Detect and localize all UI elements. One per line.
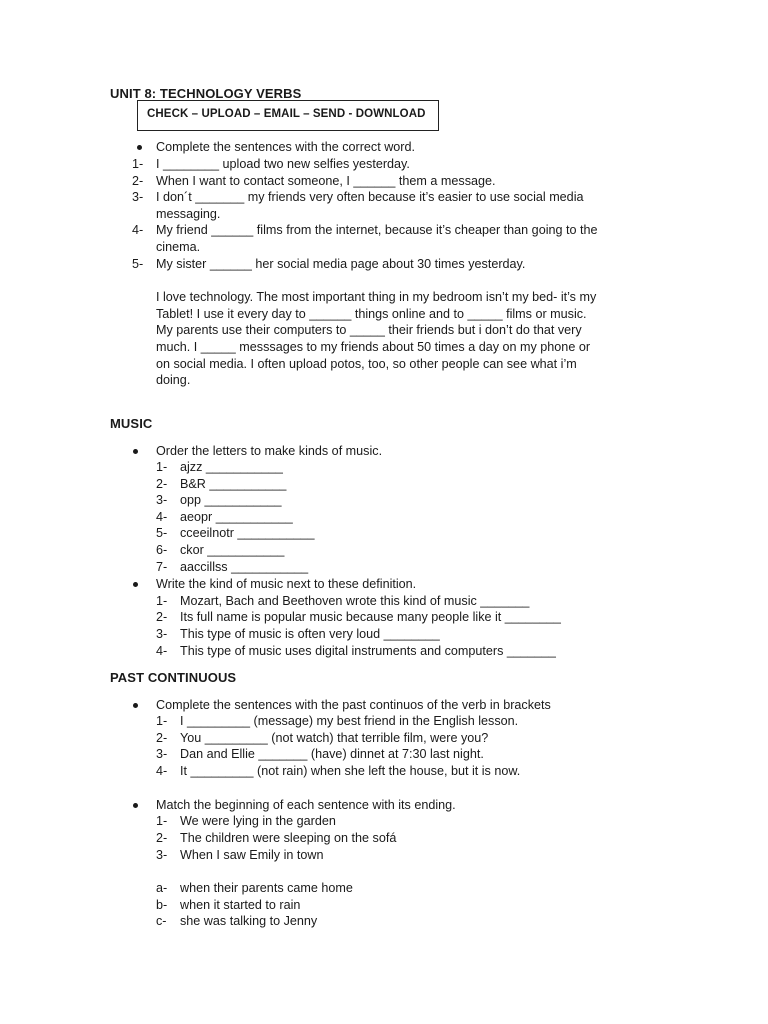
item-number: 1- bbox=[156, 714, 168, 728]
unit8-instruction: Complete the sentences with the correct word. bbox=[156, 140, 415, 154]
item-number: 2- bbox=[156, 610, 168, 624]
sentence-line: It _________ (not rain) when she left the house, but it is now. bbox=[180, 764, 521, 778]
bullet bbox=[133, 703, 138, 708]
paragraph-line: on social media. I often upload potos, too, so other people can see what i’m bbox=[156, 357, 577, 371]
item-number: 4- bbox=[156, 510, 168, 524]
paragraph-line: Tablet! I use it every day to ______ things online and to _____ films or music. bbox=[156, 307, 587, 321]
item-number: 1- bbox=[156, 460, 168, 474]
scrambled-word: aeopr ___________ bbox=[180, 510, 293, 524]
sentence-line: I _________ (message) my best friend in the English lesson. bbox=[180, 714, 519, 728]
item-number: 3- bbox=[156, 493, 168, 507]
sentence-line: Dan and Ellie _______ (have) dinnet at 7:30 last night. bbox=[180, 747, 484, 761]
definition-line: This type of music uses digital instruments and computers _______ bbox=[180, 644, 556, 658]
music-heading: MUSIC bbox=[110, 416, 153, 431]
item-number: 3- bbox=[132, 190, 144, 204]
sentence-line: I ________ upload two new selfies yesterday. bbox=[156, 157, 410, 171]
scrambled-word: opp ___________ bbox=[180, 493, 282, 507]
scrambled-word: ckor ___________ bbox=[180, 543, 285, 557]
word-box bbox=[137, 100, 439, 131]
item-number: 3- bbox=[156, 747, 168, 761]
item-number: 2- bbox=[156, 831, 168, 845]
bullet bbox=[137, 145, 142, 150]
music-instruction-2: Write the kind of music next to these definition. bbox=[156, 577, 417, 591]
item-number: 2- bbox=[156, 477, 168, 491]
scrambled-word: B&R ___________ bbox=[180, 477, 287, 491]
sentence-line: My sister ______ her social media page about 30 times yesterday. bbox=[156, 257, 526, 271]
definition-line: This type of music is often very loud ________ bbox=[180, 627, 440, 641]
past-continuous-heading: PAST CONTINUOUS bbox=[110, 670, 237, 685]
sentence-beginning: When I saw Emily in town bbox=[180, 848, 324, 862]
sentence-ending: she was talking to Jenny bbox=[180, 914, 318, 928]
bullet bbox=[133, 582, 138, 587]
paragraph-line: much. I _____ messsages to my friends about 50 times a day on my phone or bbox=[156, 340, 591, 354]
sentence-line: When I want to contact someone, I ______ them a message. bbox=[156, 174, 496, 188]
sentence-line: cinema. bbox=[156, 240, 201, 254]
word-box-text: CHECK – UPLOAD – EMAIL – SEND - DOWNLOAD bbox=[147, 108, 426, 120]
item-number: 5- bbox=[156, 526, 168, 540]
definition-line: Mozart, Bach and Beethoven wrote this kind of music _______ bbox=[180, 594, 530, 608]
sentence-ending: when it started to rain bbox=[180, 898, 301, 912]
definition-line: Its full name is popular music because many people like it ________ bbox=[180, 610, 561, 624]
item-number: 1- bbox=[156, 594, 168, 608]
sentence-line: I don´t _______ my friends very often because it’s easier to use social media bbox=[156, 190, 584, 204]
item-letter: b- bbox=[156, 898, 168, 912]
item-letter: c- bbox=[156, 914, 167, 928]
past-continuous-instruction-1: Complete the sentences with the past continuos of the verb in brackets bbox=[156, 698, 551, 712]
item-number: 1- bbox=[156, 814, 168, 828]
unit8-heading: UNIT 8: TECHNOLOGY VERBS bbox=[110, 86, 302, 101]
item-number: 2- bbox=[156, 731, 168, 745]
paragraph-line: My parents use their computers to _____ their friends but i don’t do that very bbox=[156, 323, 582, 337]
paragraph-line: doing. bbox=[156, 373, 191, 387]
music-instruction-1: Order the letters to make kinds of music. bbox=[156, 444, 383, 458]
sentence-beginning: We were lying in the garden bbox=[180, 814, 336, 828]
scrambled-word: cceeilnotr ___________ bbox=[180, 526, 315, 540]
paragraph-line: I love technology. The most important thing in my bedroom isn’t my bed- it’s my bbox=[156, 290, 597, 304]
item-number: 1- bbox=[132, 157, 144, 171]
item-number: 3- bbox=[156, 627, 168, 641]
past-continuous-instruction-2: Match the beginning of each sentence with its ending. bbox=[156, 798, 456, 812]
item-letter: a- bbox=[156, 881, 168, 895]
item-number: 7- bbox=[156, 560, 168, 574]
item-number: 3- bbox=[156, 848, 168, 862]
bullet bbox=[133, 449, 138, 454]
sentence-line: You _________ (not watch) that terrible film, were you? bbox=[180, 731, 489, 745]
scrambled-word: aaccillss ___________ bbox=[180, 560, 309, 574]
sentence-line: messaging. bbox=[156, 207, 221, 221]
item-number: 2- bbox=[132, 174, 144, 188]
item-number: 6- bbox=[156, 543, 168, 557]
scrambled-word: ajzz ___________ bbox=[180, 460, 283, 474]
sentence-ending: when their parents came home bbox=[180, 881, 353, 895]
sentence-line: My friend ______ films from the internet, because it’s cheaper than going to the bbox=[156, 223, 598, 237]
bullet bbox=[133, 803, 138, 808]
item-number: 4- bbox=[132, 223, 144, 237]
sentence-beginning: The children were sleeping on the sofá bbox=[180, 831, 397, 845]
item-number: 5- bbox=[132, 257, 144, 271]
item-number: 4- bbox=[156, 644, 168, 658]
item-number: 4- bbox=[156, 764, 168, 778]
